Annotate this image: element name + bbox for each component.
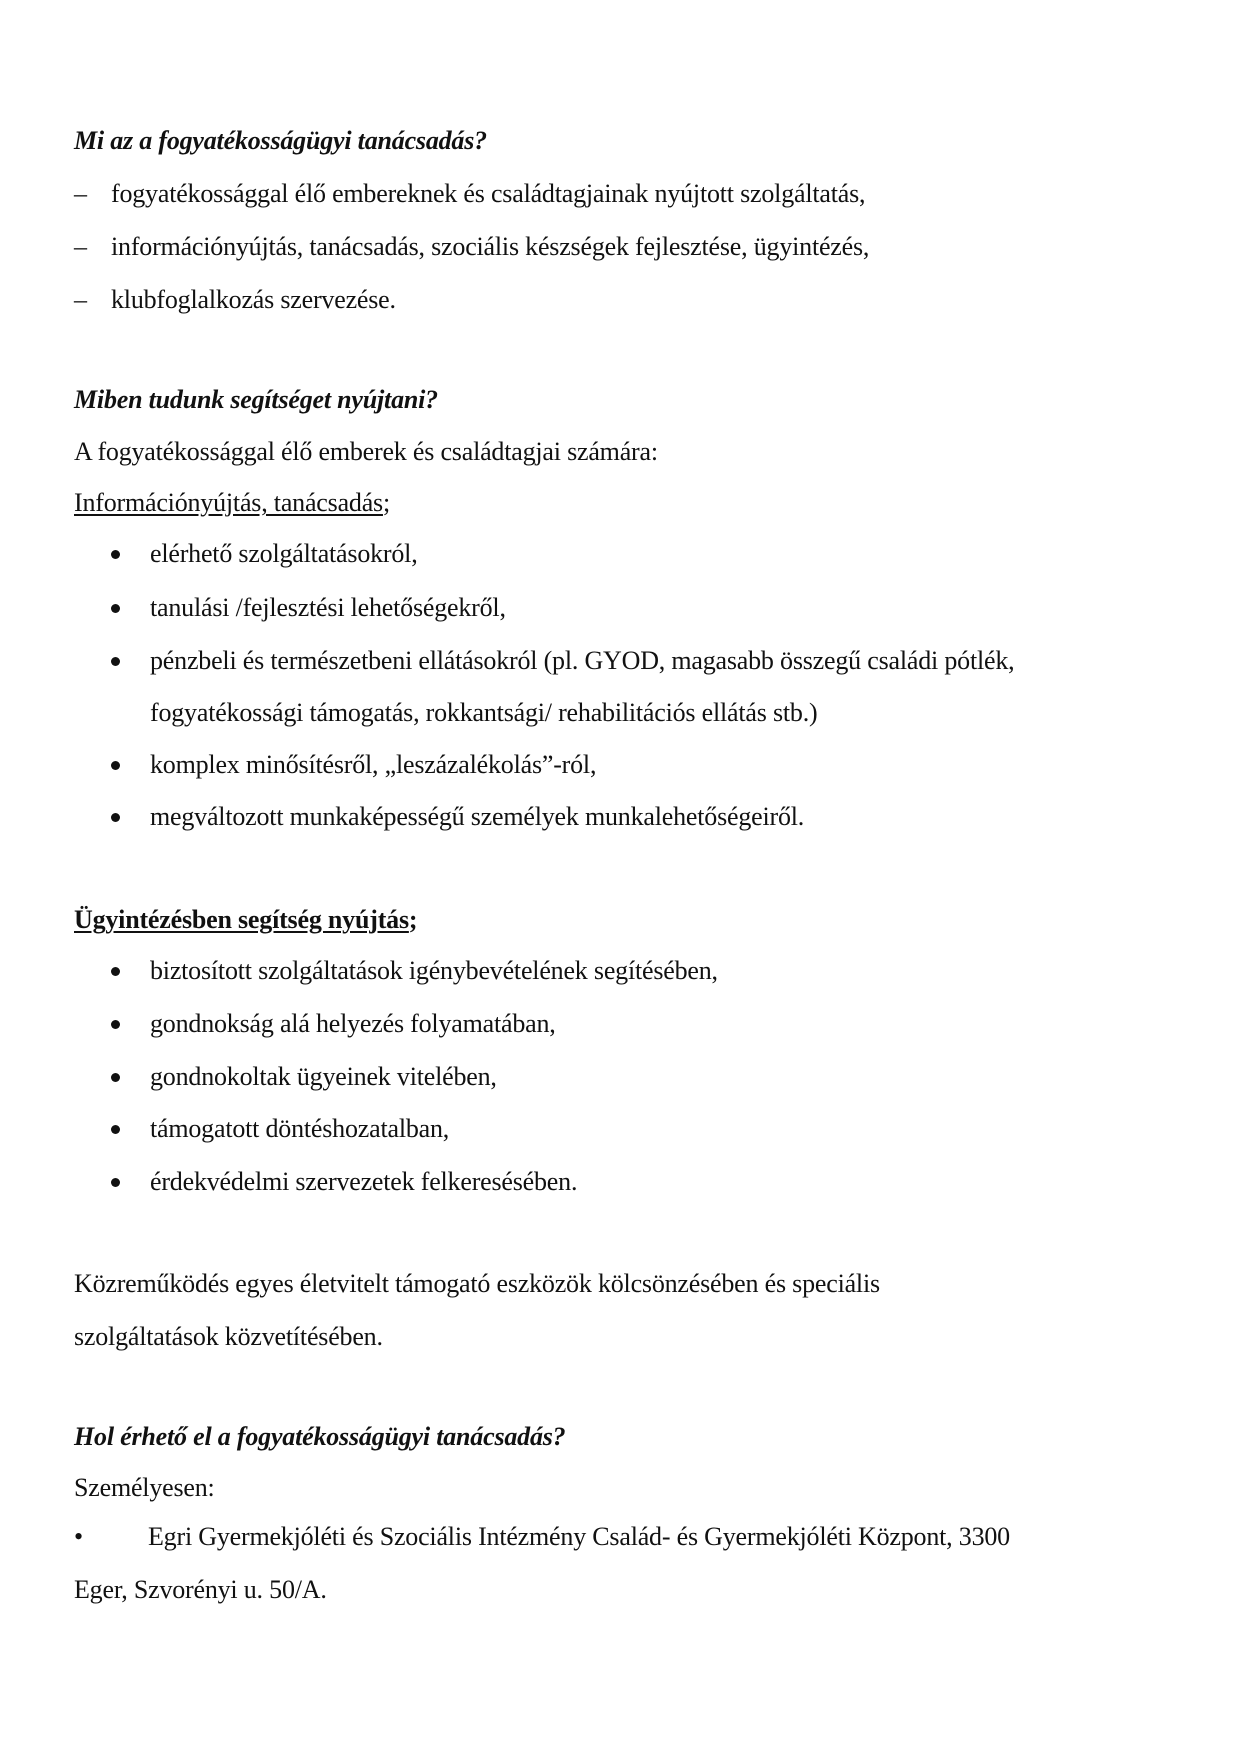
list-item-text: fogyatékossági támogatás, rokkantsági/ rehabilitációs ellátás stb.)	[150, 698, 818, 727]
bullet-icon	[111, 1178, 120, 1187]
bullet-icon: •	[74, 1522, 83, 1551]
list-item-text: biztosított szolgáltatások igénybevételének segítésében,	[150, 956, 718, 985]
heading-where-available: Hol érhető el a fogyatékosságügyi tanácsadás?	[74, 1422, 566, 1451]
intro-text: A fogyatékossággal élő emberek és családtagjai számára:	[74, 437, 658, 466]
dash-marker: –	[74, 232, 87, 261]
list-item-text: érdekvédelmi szervezetek felkeresésében.	[150, 1167, 578, 1196]
list-item-text: gondnokság alá helyezés folyamatában,	[150, 1009, 556, 1038]
address-line: Eger, Szvorényi u. 50/A.	[74, 1575, 327, 1604]
bullet-icon	[111, 761, 120, 770]
list-item-text: támogatott döntéshozatalban,	[150, 1114, 450, 1143]
paragraph-line: szolgáltatások közvetítésében.	[74, 1322, 383, 1351]
in-person-label: Személyesen:	[74, 1473, 215, 1502]
list-item-text: komplex minősítésről, „leszázalékolás”-ról,	[150, 750, 597, 779]
paragraph-line: Közreműködés egyes életvitelt támogató eszközök kölcsönzésében és speciális	[74, 1269, 880, 1298]
list-item-text: megváltozott munkaképességű személyek munkalehetőségeiről.	[150, 802, 805, 831]
bullet-icon	[111, 813, 120, 822]
list-item-text: fogyatékossággal élő embereknek és családtagjainak nyújtott szolgáltatás,	[111, 179, 866, 208]
subheading-information-label: Információnyújtás, tanácsadás	[74, 488, 383, 517]
bullet-icon	[111, 550, 120, 559]
subheading-information	[74, 487, 390, 519]
heading-administration-help	[74, 904, 417, 936]
list-item-text: tanulási /fejlesztési lehetőségekről,	[150, 593, 506, 622]
bullet-icon	[111, 1125, 120, 1134]
address-line: Egri Gyermekjóléti és Szociális Intézmény Család- és Gyermekjóléti Központ, 3300	[148, 1522, 1010, 1551]
bullet-icon	[111, 967, 120, 976]
list-item-text: elérhető szolgáltatásokról,	[150, 539, 418, 568]
bullet-icon	[111, 657, 120, 666]
heading-suffix: ;	[408, 905, 418, 934]
bullet-icon	[111, 1020, 120, 1029]
dash-marker: –	[74, 285, 87, 314]
bullet-icon	[111, 1073, 120, 1082]
list-item-text: információnyújtás, tanácsadás, szociális készségek fejlesztése, ügyintézés,	[111, 232, 870, 261]
subheading-suffix: ;	[382, 488, 390, 517]
bullet-icon	[111, 604, 120, 613]
heading-how-we-help: Miben tudunk segítséget nyújtani?	[74, 385, 438, 414]
list-item-text: gondnokoltak ügyeinek vitelében,	[150, 1062, 497, 1091]
dash-marker: –	[74, 179, 87, 208]
heading-administration-label: Ügyintézésben segítség nyújtás	[74, 905, 409, 934]
list-item-text: klubfoglalkozás szervezése.	[111, 285, 396, 314]
heading-what-is-counseling: Mi az a fogyatékosságügyi tanácsadás?	[74, 126, 487, 155]
list-item-text: pénzbeli és természetbeni ellátásokról (pl. GYOD, magasabb összegű családi pótlék,	[150, 646, 1015, 675]
